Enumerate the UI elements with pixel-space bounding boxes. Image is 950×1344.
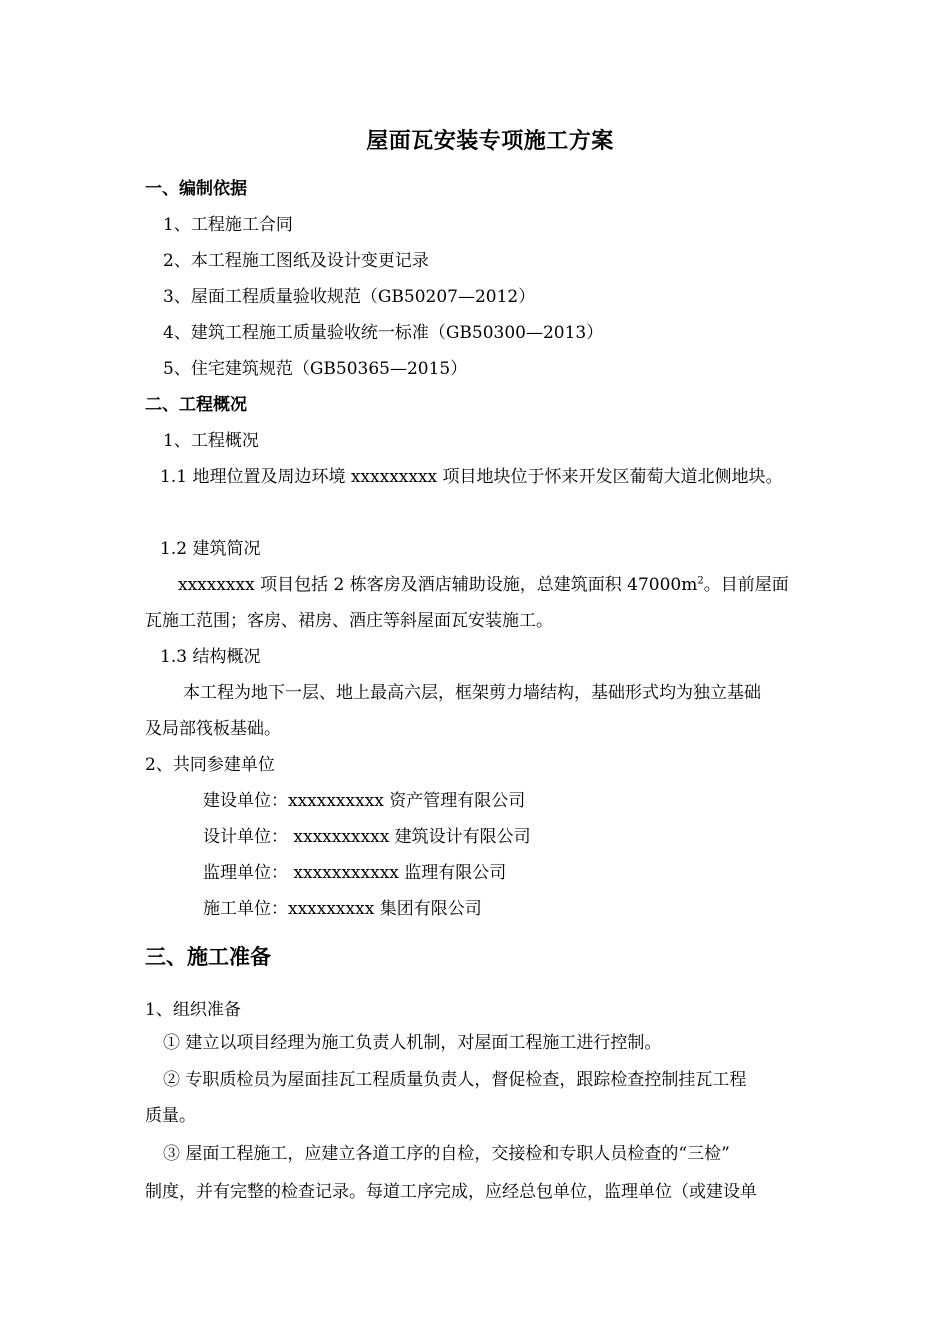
paragraph-building-line2: 瓦施工范围；客房、裙房、酒庄等斜屋面瓦安装施工。 — [145, 611, 553, 631]
list-item: 2、本工程施工图纸及设计变更记录 — [163, 251, 429, 271]
bullet-item-continuation: 质量。 — [145, 1106, 196, 1126]
unit-item: 建设单位：xxxxxxxxxx 资产管理有限公司 — [203, 791, 526, 811]
bullet-item: ① 建立以项目经理为施工负责人机制，对屋面工程施工进行控制。 — [163, 1033, 662, 1053]
bullet-item-continuation: 制度，并有完整的检查记录。每道工序完成，应经总包单位，监理单位（或建设单 — [145, 1182, 757, 1202]
list-item: 5、住宅建筑规范（GB50365—2015） — [163, 359, 468, 379]
subsection-heading: 1.3 结构概况 — [160, 647, 261, 667]
subsection-heading: 1.2 建筑简况 — [160, 539, 261, 559]
superscript: 2 — [697, 575, 704, 587]
bullet-item: ③ 屋面工程施工，应建立各道工序的自检，交接检和专职人员检查的“三检” — [163, 1144, 730, 1164]
unit-item: 施工单位：xxxxxxxxx 集团有限公司 — [203, 899, 482, 919]
section-heading-overview: 二、工程概况 — [145, 395, 247, 415]
section-heading-preparation: 三、施工准备 — [145, 945, 271, 969]
paragraph-location: 1.1 地理位置及周边环境 xxxxxxxxx 项目地块位于怀来开发区葡萄大道北侧地块。 — [160, 467, 783, 487]
list-item: 4、建筑工程施工质量验收统一标准（GB50300—2013） — [163, 323, 604, 343]
unit-item: 监理单位： xxxxxxxxxxx 监理有限公司 — [203, 863, 507, 883]
paragraph-text: 。目前屋面 — [703, 575, 789, 595]
paragraph-building-line1 — [178, 573, 789, 597]
paragraph-structure-line1: 本工程为地下一层、地上最高六层，框架剪力墙结构，基础形式均为独立基础 — [183, 683, 761, 703]
section-heading-basis: 一、编制依据 — [145, 179, 247, 199]
subsection-heading: 1、组织准备 — [145, 1000, 241, 1020]
bullet-item: ② 专职质检员为屋面挂瓦工程质量负责人，督促检查，跟踪检查控制挂瓦工程 — [163, 1070, 747, 1090]
paragraph-text: xxxxxxxx 项目包括 2 栋客房及酒店辅助设施，总建筑面积 47000m — [178, 575, 698, 595]
subsection-heading: 2、共同参建单位 — [145, 755, 275, 775]
list-item: 1、工程施工合同 — [163, 215, 293, 235]
subsection-heading: 1、工程概况 — [163, 431, 259, 451]
list-item: 3、屋面工程质量验收规范（GB50207—2012） — [163, 287, 536, 307]
unit-item: 设计单位： xxxxxxxxxx 建筑设计有限公司 — [203, 827, 531, 847]
paragraph-structure-line2: 及局部筏板基础。 — [145, 719, 281, 739]
document-title: 屋面瓦安装专项施工方案 — [366, 129, 614, 154]
